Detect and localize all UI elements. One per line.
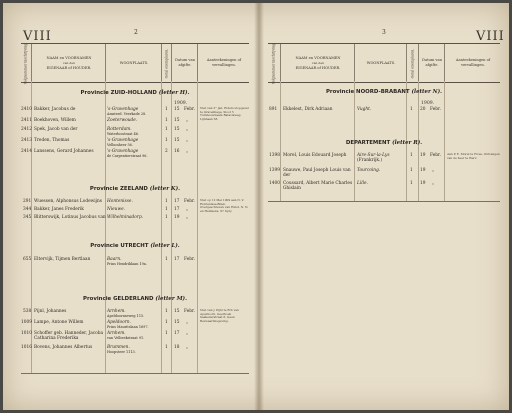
header-name: NAAM en VOORNAMEN van den EIGENAAR of HOUDER. xyxy=(280,44,355,82)
page-number: 3 xyxy=(382,29,386,36)
table-bottom-rule xyxy=(268,201,500,202)
page-number: 2 xyxy=(134,29,138,36)
section-title-noord-brabant: Provincie NOORD-BRABANT (letter N). xyxy=(325,89,443,95)
table-bottom-rule xyxy=(21,373,249,374)
column-rule xyxy=(105,81,106,373)
section-title-departement: DEPARTEMENT (letter R). xyxy=(345,140,423,146)
column-header xyxy=(21,43,249,83)
column-rule xyxy=(31,81,32,373)
header-count: Getal exemplaren. xyxy=(161,44,172,82)
column-header xyxy=(268,43,500,83)
column-rule xyxy=(197,81,198,373)
book-spread xyxy=(3,3,509,410)
header-remarks: Aanteekeningen of vervallingen. xyxy=(444,44,501,82)
header-place: WOONPLAATS. xyxy=(105,44,162,82)
right-page: 3 VIII Volgnummer inschrijving. NAAM en VOORNAMEN van den EIGENAAR of HOUDER. WOONPLAATS. Getal exemplaren. Datum van afgifte. Aanteekeningen of vervallingen. Provincie NOORD-BRABANT (letter N). 1909. 891 Ekkelest, Dirk Adriaan Vught. 1 20 Febr. DEPARTEMENT (letter R). 1398 Morel, Louis Edouard Joseph Aire-Sur-la-Lys (Frankrijk.) 1 19 Febr. Aan P. E. Morel te Fives, Ontvangen van de heer te Werv. 1399 Snauwe, Paul Joseph Louis van der Tourcoing. 1 19 „ 1400 Coussard, Albert Marie Charles Ghislain Lille. 1 19 „ xyxy=(262,3,509,410)
header-nr: Volgnummer inschrijving. xyxy=(271,42,276,84)
header-name: NAAM en VOORNAMEN van den EIGENAAR of HOUDER. xyxy=(31,44,106,82)
header-count: Getal exemplaren. xyxy=(406,44,419,82)
header-place: WOONPLAATS. xyxy=(354,44,407,82)
section-title-zeeland: Provincie ZEELAND (letter K). xyxy=(89,186,181,192)
year-label: 1909. xyxy=(421,101,435,106)
roman-numeral: VIII xyxy=(23,29,52,44)
section-title-utrecht: Provincie UTRECHT (letter L). xyxy=(90,243,180,249)
header-remarks: Aanteekeningen of vervallingen. xyxy=(197,44,250,82)
roman-numeral: VIII xyxy=(476,29,505,44)
section-title-gelderland: Provincie GELDERLAND (letter M). xyxy=(83,296,187,302)
year-label: 1909. xyxy=(174,101,188,106)
header-date: Datum van afgifte. xyxy=(418,44,445,82)
column-rule xyxy=(161,81,162,373)
header-date: Datum van afgifte. xyxy=(171,44,198,82)
section-title-zuid-holland: Provincie ZUID-HOLLAND (letter H). xyxy=(80,90,190,96)
header-nr: Volgnummer inschrijving. xyxy=(23,42,28,84)
left-page: VIII 2 Volgnummer inschrijving. NAAM en VOORNAMEN van den EIGENAAR of HOUDER. WOONPLAATS. Getal exemplaren. Datum van afgifte. Aanteekeningen of vervallingen. Provincie ZUID-HOLLAND (letter H). 1909. 2410 Bakker, Jacobus de 's-Gravenhage Amsterd. Veerkade 28. 1 15 Febr. Niet van 2° Jan. Elders stopgezet te Gravenhage, Sloot 5 Tuinbouwnaam Bataviaweg, Lijnbaan 58. 2411 Boekhoven, Willem Zoeterwoude. 1 15 „ 2412 Spek, Jacob van der Rotterdam. Waterloostraat 46. 1 15 „ 2413 Treden, Thomas 's-Gravenhage Velbonheer 56. 1 15 „ 2414 Lanssens, Gerard Johannes 's-Gravenhage de Carpentierstraat 96. 2 16 „ Provincie ZEELAND (letter K). 291 Wuessen, Alphonsus Lodewijns Hontenisse. 1 17 Febr. Niet op 12 Mei 1909 aan N. V. Hontenisse-Bliek. Overgeschreven van Hulst, N. N. en Heinkens, 97 Spry. 344 Bakker, Janes Frederik Nieuwe. 1 17 „ 345 Blitterswijk, Lotinus Jacobus van Wilhelminadorp. 1 19 „ Provincie UTRECHT (letter L). 655 Eltervijk, Tijmen Bertlaan Baarn. Prins Hendriklaan 19a. 1 17 Febr. Provincie GELDERLAND (letter M). 538 Pijnl, Johannes Arnhem. Apeldoornseweg 115. 1 15 Febr. Niet van J. Pijnl te Erb van Apeldoorn, Geerhoek Saakelierstraat 8, Geen Bezwaarmisgeving. 1009 Lampe, Antone Willem Apeldoorn. Prins Mauritslaan 1697. 1 15 „ 1010 Schoffer geb. Hanneder, Jacoba Catharina Frederika Arnhem. van Velbeekstraat 91. 1 17 „ 1016 Bovens, Johannes Albertus Brummen. Hoopsteer 1113. 1 18 „ xyxy=(3,3,256,410)
column-rule xyxy=(171,81,172,373)
